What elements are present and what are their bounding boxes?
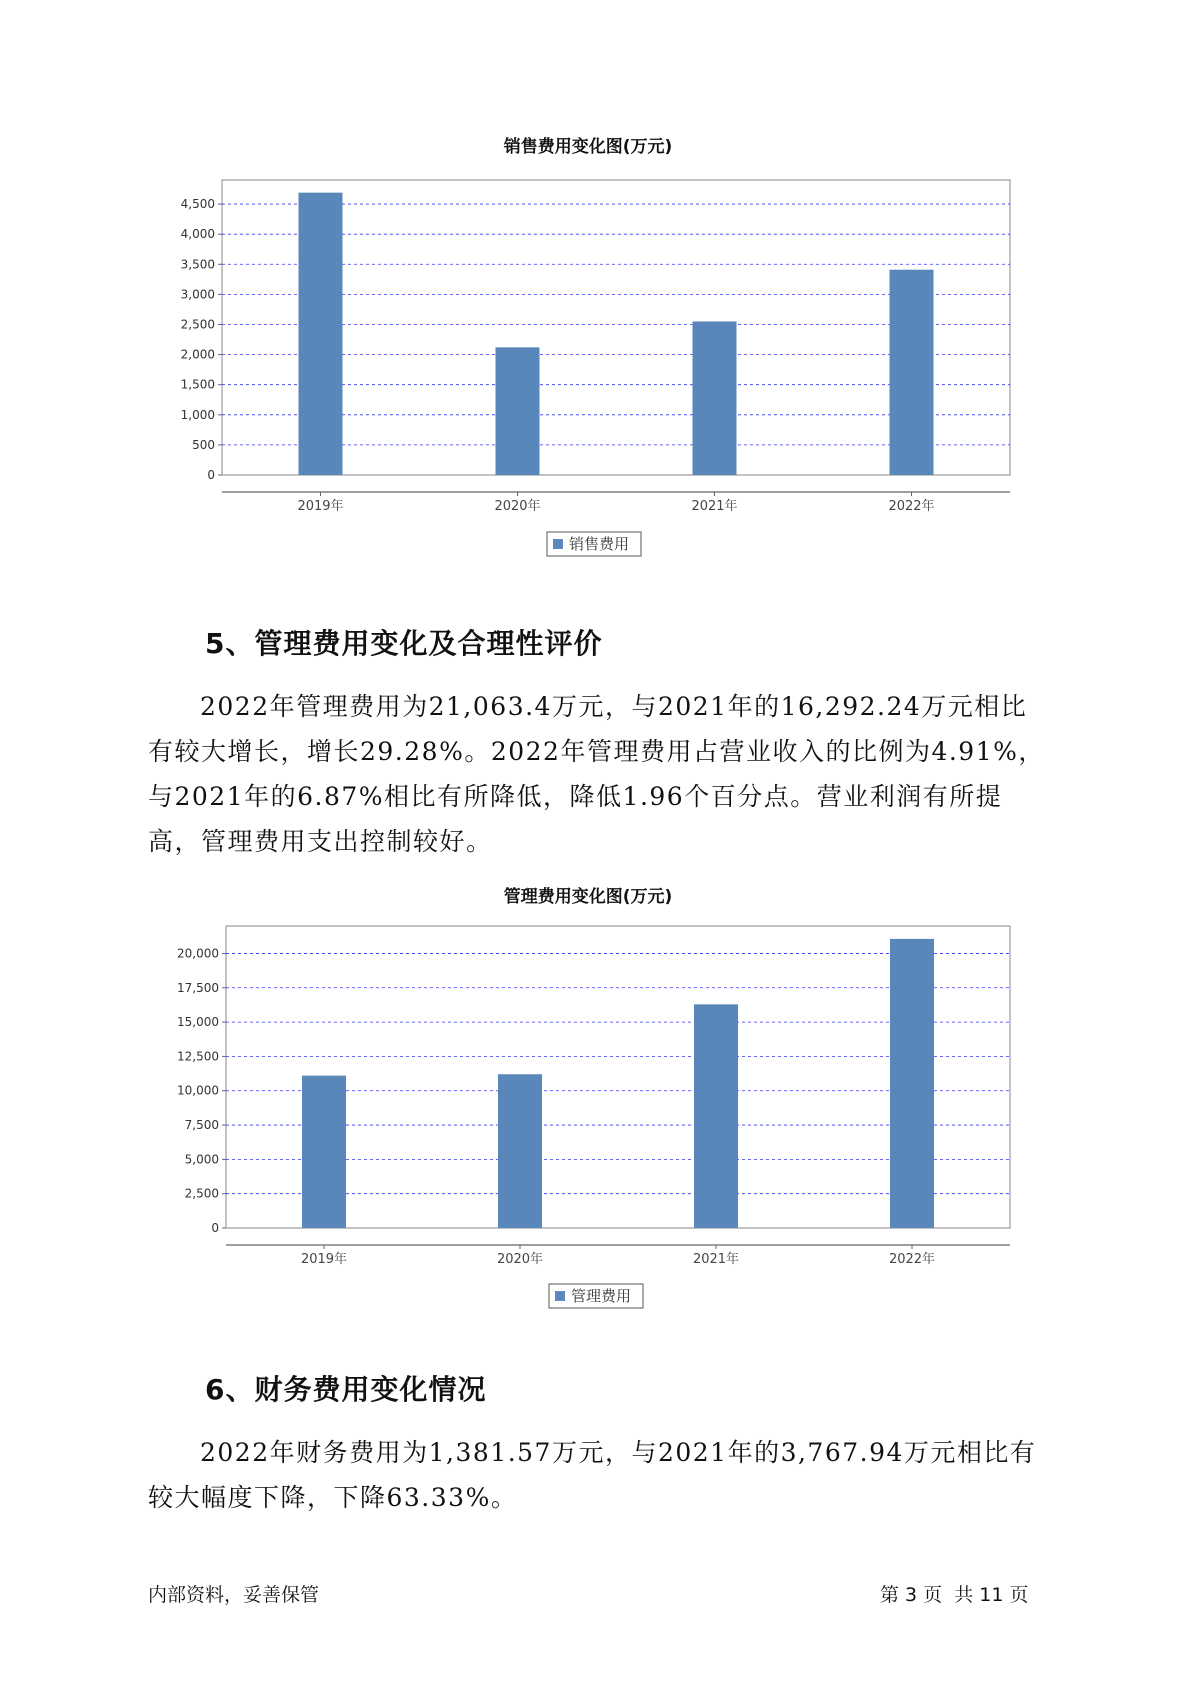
y-tick-label: 2,500 <box>184 1186 219 1201</box>
finance-section-heading: 6、财务费用变化情况 <box>205 1373 487 1406</box>
bar-2021年 <box>694 1004 738 1228</box>
x-tick-label: 2021年 <box>692 1252 740 1267</box>
y-tick-label: 17,500 <box>177 980 219 995</box>
y-tick-label: 7,500 <box>184 1118 219 1133</box>
admin-paragraph-text: 2022年管理费用为21,063.4万元，与2021年的16,292.24万元相比有较大增长，增长29.28%。2022年管理费用占营业收入的比例为4.91%，与2021年的6.87%相比有所降低，降低1.96个百分点。营业利润有所提高，管理费用支出控制较好。 <box>148 692 1045 856</box>
footer-left: 内部资料，妥善保管 <box>148 1584 320 1606</box>
y-tick-label: 10,000 <box>177 1083 219 1098</box>
y-tick-label: 20,000 <box>177 946 219 961</box>
y-tick-label: 5,000 <box>184 1152 219 1167</box>
bar-2019年 <box>302 1076 346 1228</box>
admin-chart-block <box>148 880 1028 1305</box>
chart-legend <box>549 1284 643 1308</box>
finance-paragraph-text: 2022年财务费用为1,381.57万元，与2021年的3,767.94万元相比有较大幅度下降，下降63.33%。 <box>148 1438 1037 1512</box>
y-tick-label: 0 <box>211 1221 219 1235</box>
x-tick-label: 2020年 <box>494 499 541 514</box>
bar-2022年 <box>890 939 934 1228</box>
bar-2020年 <box>496 347 540 475</box>
y-tick-label: 3,000 <box>180 287 215 302</box>
bar-2020年 <box>498 1074 542 1228</box>
y-tick-label: 500 <box>192 437 215 452</box>
admin-section-paragraph <box>148 684 1048 864</box>
sales-chart-title: 销售费用变化图(万元) <box>503 137 673 157</box>
x-tick-label: 2022年 <box>888 1252 936 1267</box>
sales-chart-block <box>148 130 1028 553</box>
sales-chart <box>148 160 1028 560</box>
legend-label: 销售费用 <box>569 535 630 553</box>
legend-swatch <box>553 539 563 549</box>
bar-2019年 <box>299 193 343 475</box>
y-tick-label: 2,000 <box>180 347 215 362</box>
legend-label: 管理费用 <box>571 1287 632 1305</box>
x-tick-label: 2022年 <box>888 499 935 514</box>
chart-legend <box>547 532 641 556</box>
y-tick-label: 1,500 <box>180 377 215 392</box>
footer-right: 第 3 页 共 11 页 <box>880 1584 1029 1606</box>
legend-swatch <box>555 1291 565 1301</box>
y-tick-label: 4,500 <box>180 197 215 212</box>
x-tick-label: 2021年 <box>691 499 738 514</box>
x-tick-label: 2019年 <box>297 499 344 514</box>
x-tick-label: 2020年 <box>496 1252 544 1267</box>
finance-section-paragraph <box>148 1430 1048 1520</box>
bar-2022年 <box>890 270 934 475</box>
y-tick-label: 15,000 <box>177 1015 219 1030</box>
y-tick-label: 0 <box>207 468 215 482</box>
y-tick-label: 2,500 <box>180 317 215 332</box>
bar-2021年 <box>693 321 737 475</box>
y-tick-label: 4,000 <box>180 227 215 242</box>
y-tick-label: 1,000 <box>180 407 215 422</box>
x-tick-label: 2019年 <box>300 1252 348 1267</box>
admin-chart-title: 管理费用变化图(万元) <box>503 887 673 907</box>
admin-section-heading: 5、管理费用变化及合理性评价 <box>205 627 603 660</box>
y-tick-label: 3,500 <box>180 257 215 272</box>
admin-chart <box>148 910 1028 1310</box>
y-tick-label: 12,500 <box>177 1049 219 1064</box>
